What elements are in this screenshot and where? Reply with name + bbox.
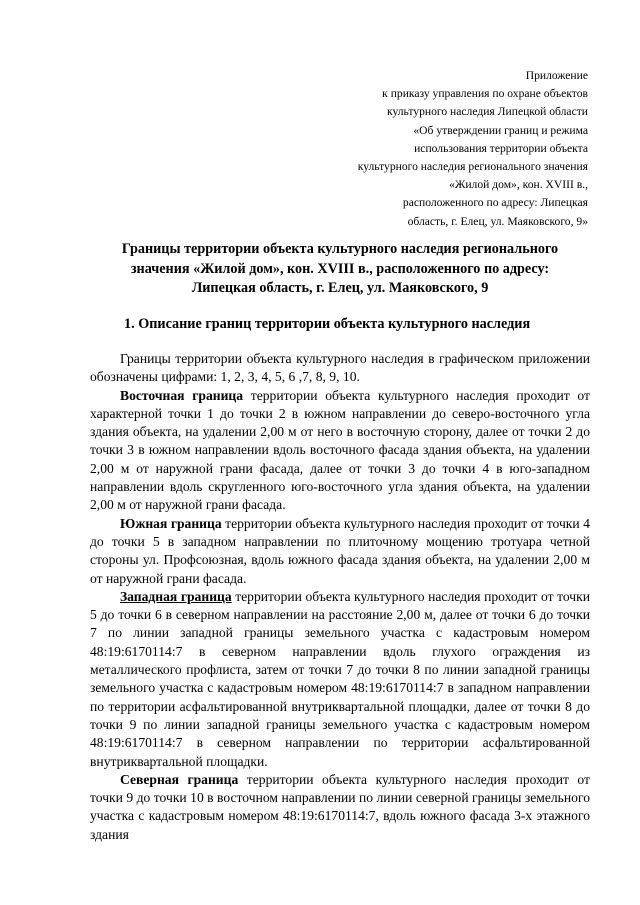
east-boundary-paragraph (90, 387, 590, 515)
west-boundary-paragraph (90, 588, 590, 771)
east-boundary-label: Восточная граница (120, 387, 244, 403)
north-boundary-paragraph (90, 771, 590, 844)
document-body (90, 350, 590, 844)
north-boundary-label: Северная граница (120, 771, 239, 787)
west-boundary-text: территории объекта культурного наследия проходит от точки 5 до точки 6 в северном направлении на расстояние 2,00 м, далее от точки 6 до точки 7 по линии западной границы земельного участка с кадастровым номером 48:19:6170114:7 в северном направлении вдоль глухого ограждения из металлического профлиста, затем от точки 7 до точки 8 по линии западной границы земельного участка с кадастровым номером 48:19:6170114:7 в западном направлении по территории асфальтированной внутриквартальной площадки, далее от точки 8 до точки 9 по линии западной границы земельного участка с кадастровым номером 48:19:6170114:7 в северном направлении по территории асфальтированной внутриквартальной площадки. (90, 588, 590, 769)
south-boundary-text: территории объекта культурного наследия проходит от точки 4 до точки 5 в западном направлении по плиточному мощению тротуара четной стороны ул. Профсоюзная, вдоль южного фасада здания объекта, на удалении 2,00 м от наружной грани фасада. (90, 515, 590, 586)
east-boundary-text: территории объекта культурного наследия проходит от характерной точки 1 до точки 2 в южном направлении до северо-восточного угла здания объекта, на удалении 2,00 м от него в восточную сторону, далее от точки 2 до точки 3 в южном направлении вдоль восточного фасада здания объекта, на удалении 2,00 м от наружной грани фасада, далее от точки 3 до точки 4 в юго-западном направлении вдоль скругленного юго-восточного угла здания объекта, на удалении 2,00 м от наружной грани фасада. (90, 387, 590, 513)
appendix-line: область, г. Елец, ул. Маяковского, 9» (407, 214, 588, 228)
appendix-line: использования территории объекта (414, 141, 588, 155)
west-boundary-label: Западная граница (120, 588, 232, 604)
south-boundary-label: Южная граница (120, 515, 222, 531)
document-title (80, 240, 600, 299)
title-line: Границы территории объекта культурного наследия регионального (121, 241, 559, 257)
title-line: значения «Жилой дом», кон. XVIII в., расположенного по адресу: (130, 260, 550, 277)
south-boundary-paragraph (90, 515, 590, 588)
north-boundary-text: территории объекта культурного наследия проходит от точки 9 до точки 10 в восточном направлении по линии северной границы земельного участка с кадастровым номером 48:19:6170114:7, вдоль южного фасада 3-х этажного здания (90, 771, 590, 842)
title-line: Липецкая область, г. Елец, ул. Маяковского, 9 (191, 280, 489, 296)
appendix-line: культурного наследия Липецкой области (387, 105, 588, 119)
appendix-line: «Жилой дом», кон. XVIII в., (449, 178, 588, 192)
section-heading: 1. Описание границ территории объекта культурного наследия (124, 316, 531, 332)
appendix-line: к приказу управления по охране объектов (382, 87, 588, 101)
appendix-header (268, 67, 588, 231)
appendix-line: Приложение (525, 69, 588, 82)
appendix-line: «Об утверждении границ и режима (413, 123, 588, 137)
intro-paragraph: Границы территории объекта культурного наследия в графическом приложении обозначены цифрами: 1, 2, 3, 4, 5, 6 ,7, 8, 9, 10. (90, 351, 590, 385)
appendix-line: культурного наследия регионального значения (357, 160, 588, 174)
appendix-line: расположенного по адресу: Липецкая (402, 196, 588, 210)
